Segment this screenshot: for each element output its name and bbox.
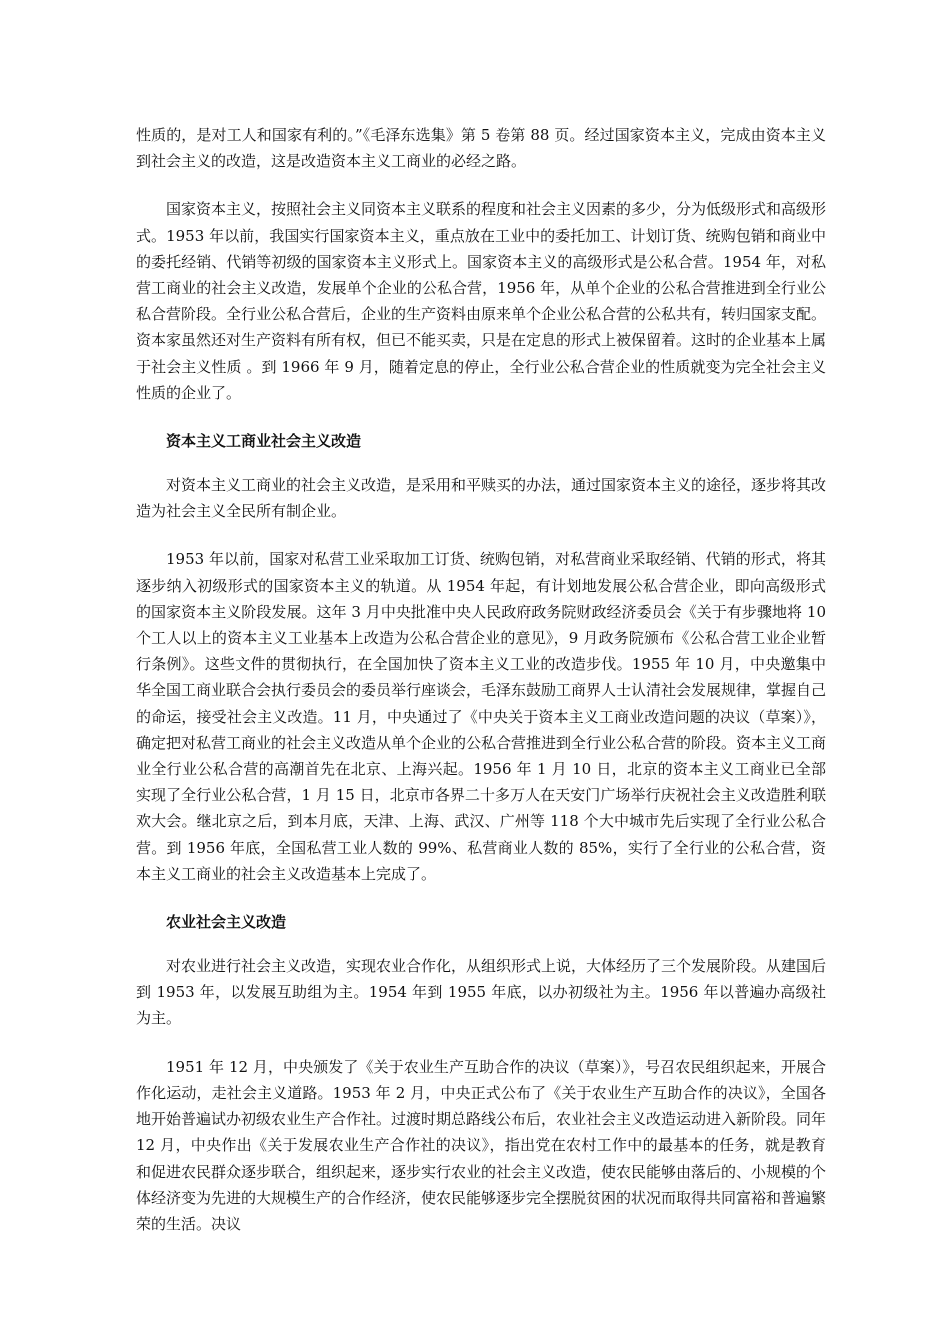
section-heading-agriculture: 农业社会主义改造 — [166, 913, 287, 932]
paragraph-industry-history: 1953 年以前，国家对私营工业采取加工订货、统购包销，对私营商业采取经销、代销的形式，将其逐步纳入初级形式的国家资本主义的轨道。从 1954 年起，有计划地发展公私合营企业，即向高级形式的国家资本主义阶段发展。这年 3 月中央批准中央人民政府政务院财政经济委员会《关于有步骤地将 10 个工人以上的资本主义工业基本上改造为公私合营企业的意见》，9 月政务院颁布《公私合营工业企业暂行条例》。这些文件的贯彻执行，在全国加快了资本主义工业的改造步伐。1955 年 10 月，中央邀集中华全国工商业联合会执行委员会的委员举行座谈会，毛泽东鼓励工商界人士认清社会发展规律，掌握自己的命运，接受社会主义改造。11 月，中央通过了《中央关于资本主义工商业改造问题的决议（草案）》，确定把对私营工商业的社会主义改造从单个企业的公私合营推进到全行业公私合营的阶段。资本主义工商业全行业公私合营的高潮首先在北京、上海兴起。1956 年 1 月 10 日，北京的资本主义工商业已全部实现了全行业公私合营，1 月 15 日，北京市各界二十多万人在天安门广场举行庆祝社会主义改造胜利联欢大会。继北京之后，到本月底，天津、上海、武汉、广州等 118 个大中城市先后实现了全行业公私合营。到 1956 年底，全国私营工业人数的 99%、私营商业人数的 85%，实行了全行业的公私合营，资本主义工商业的社会主义改造基本上完成了。 — [136, 550, 827, 883]
section-heading-industry-commerce: 资本主义工商业社会主义改造 — [166, 432, 362, 451]
paragraph-state-capitalism: 国家资本主义，按照社会主义同资本主义联系的程度和社会主义因素的多少，分为低级形式和高级形式。1953 年以前，我国实行国家资本主义，重点放在工业中的委托加工、计划订货、统购包销和商业中的委托经销、代销等初级的国家资本主义形式上。国家资本主义的高级形式是公私合营。1954 年，对私营工商业的社会主义改造，发展单个企业的公私合营，1956 年，从单个企业的公私合营推进到全行业公私合营阶段。全行业公私合营后，企业的生产资料由原来单个企业公私合营的公私共有，转归国家支配。资本家虽然还对生产资料有所有权，但已不能买卖，只是在定息的形式上被保留着。这时的企业基本上属于社会主义性质 。到 1966 年 9 月，随着定息的停止，全行业公私合营企业的性质就变为完全社会主义性质的企业了。 — [136, 200, 827, 402]
paragraph-agriculture-history: 1951 年 12 月，中央颁发了《关于农业生产互助合作的决议（草案）》，号召农民组织起来，开展合作化运动，走社会主义道路。1953 年 2 月，中央正式公布了《关于农业生产互助合作的决议》，全国各地开始普遍试办初级农业生产合作社。过渡时期总路线公布后，农业社会主义改造运动进入新阶段。同年 12 月，中央作出《关于发展农业生产合作社的决议》，指出党在农村工作中的最基本的任务，就是教育和促进农民群众逐步联合，组织起来，逐步实行农业的社会主义改造，使农民能够由落后的、小规模的个体经济变为先进的大规模生产的合作经济，使农民能够逐步完全摆脱贫困的状况而取得共同富裕和普遍繁荣的生活。决议 — [136, 1057, 827, 1233]
paragraph-peaceful-redemption: 对资本主义工商业的社会主义改造，是采用和平赎买的办法，通过国家资本主义的途径，逐步将其改造为社会主义全民所有制企业。 — [136, 476, 827, 521]
paragraph-continued: 性质的，是对工人和国家有利的。”《毛泽东选集》第 5 卷第 88 页。经过国家资本主义，完成由资本主义到社会主义的改造，这是改造资本主义工商业的必经之路。 — [136, 126, 826, 171]
document-page — [136, 122, 826, 1259]
paragraph-agriculture-stages: 对农业进行社会主义改造，实现农业合作化，从组织形式上说，大体经历了三个发展阶段。从建国后到 1953 年，以发展互助组为主。1954 年到 1955 年底，以办初级社为主。1956 年以普遍办高级社为主。 — [136, 957, 827, 1028]
